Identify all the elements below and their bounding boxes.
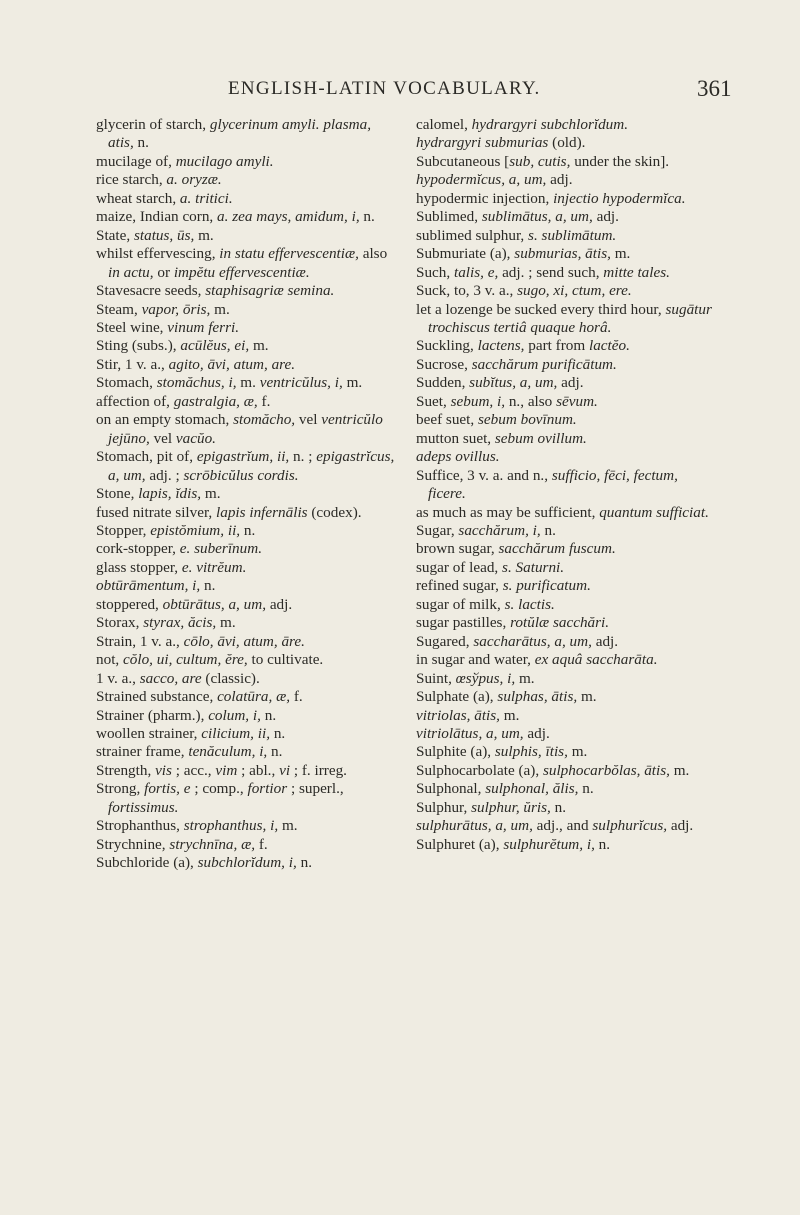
entry-text: adj.	[591, 632, 619, 650]
latin-term: vacŭo.	[175, 429, 216, 447]
latin-term: quantum sufficiat.	[599, 503, 709, 521]
dictionary-entry	[96, 374, 396, 392]
entry-text: to cultivate.	[247, 651, 324, 669]
entry-text: n.	[296, 854, 312, 872]
entry-text: adj.	[546, 171, 573, 189]
latin-term: hypodermĭcus, a, um,	[416, 171, 547, 189]
latin-term: lapis, ĭdis,	[138, 485, 202, 503]
dictionary-entry	[416, 762, 716, 780]
dictionary-entry	[416, 743, 716, 761]
dictionary-entry	[416, 264, 716, 282]
dictionary-entry	[416, 540, 716, 558]
latin-term: colatūra, æ,	[217, 688, 291, 706]
dictionary-entry	[96, 817, 396, 835]
entry-text: Subchloride (a),	[96, 854, 198, 872]
dictionary-entry	[96, 651, 396, 669]
latin-term: gastralgia, æ,	[173, 392, 258, 410]
entry-text: strainer frame,	[96, 743, 189, 761]
latin-term: sacchărum, i,	[458, 521, 541, 539]
entry-text: Stomach, pit of,	[96, 448, 197, 466]
running-head: ENGLISH-LATIN VOCABULARY.	[228, 78, 541, 99]
entry-text: ; comp.,	[190, 780, 248, 798]
entry-text: affection of,	[96, 392, 174, 410]
entry-text: or	[153, 263, 174, 281]
dictionary-entry	[416, 374, 716, 392]
latin-term: scrōbicŭlus cordis.	[183, 466, 299, 484]
latin-term: sulphurātus, a, um,	[416, 817, 533, 835]
entry-text: Sulphuret (a),	[416, 835, 504, 853]
latin-term: sulphis, ītis,	[494, 743, 568, 761]
latin-term: vitriolātus, a, um,	[416, 724, 524, 742]
entry-text: Steel wine,	[96, 318, 168, 336]
latin-term: sulphurĕtum, i,	[503, 835, 595, 853]
entry-text: Sulphonal,	[416, 780, 486, 798]
dictionary-entry	[416, 356, 716, 374]
latin-term: hydrargyri subchlorĭdum.	[471, 116, 629, 133]
entry-text: adj.	[266, 595, 293, 613]
latin-term: lactĕo.	[588, 337, 630, 355]
entry-text: Sulphocarbolate (a),	[416, 761, 543, 779]
latin-term: sulphonal, ălis,	[485, 780, 579, 798]
entry-text: Sugared,	[416, 632, 474, 650]
dictionary-entry	[96, 559, 396, 577]
latin-term: sulphur, ŭris,	[471, 798, 551, 816]
entry-text: Strychnine,	[96, 835, 170, 853]
latin-term: adeps ovillus.	[416, 448, 500, 466]
entry-text: Storax,	[96, 614, 144, 632]
latin-term: a. oryzæ.	[166, 171, 222, 189]
entry-text: adj.	[523, 724, 550, 742]
latin-term: mucilago amyli.	[175, 152, 274, 170]
entry-text: m.	[669, 761, 690, 779]
entry-text: ; superl.,	[287, 780, 344, 798]
latin-term: vapor, ōris,	[141, 300, 211, 318]
entry-text: n.	[578, 780, 594, 798]
latin-term: epigastrĭum, ii,	[196, 448, 290, 466]
entry-text: whilst effervescing,	[96, 245, 220, 263]
dictionary-entry	[416, 134, 716, 152]
latin-term: lactens,	[477, 337, 525, 355]
latin-term: ex aquâ saccharāta.	[534, 651, 658, 669]
entry-text: glass stopper,	[96, 558, 182, 576]
latin-term: vitriolas, ātis,	[416, 706, 500, 724]
dictionary-entry	[416, 337, 716, 355]
dictionary-entry	[96, 780, 396, 817]
dictionary-entry	[96, 725, 396, 743]
entry-text: m.	[236, 374, 260, 392]
entry-text: refined sugar,	[416, 577, 503, 595]
entry-text: adj.	[557, 374, 584, 392]
latin-term: obtūrātus, a, um,	[162, 595, 267, 613]
entry-text: wheat starch,	[96, 189, 180, 207]
latin-term: sugātur trochiscus tertiâ quaque horâ.	[428, 300, 712, 336]
latin-term: submurias, ātis,	[514, 245, 611, 263]
dictionary-entry	[96, 633, 396, 651]
left-column	[96, 116, 396, 873]
entry-text: Strong,	[96, 780, 145, 798]
dictionary-entry	[96, 522, 396, 540]
dictionary-entry	[96, 448, 396, 485]
entry-text: in sugar and water,	[416, 651, 535, 669]
entry-text: n.	[260, 706, 277, 724]
right-column	[416, 116, 716, 873]
latin-term: vinum ferri.	[167, 318, 239, 336]
entry-text: Stir, 1 v. a.,	[96, 355, 169, 373]
entry-text: mutton suet,	[416, 429, 495, 447]
entry-text: Strain, 1 v. a.,	[96, 632, 184, 650]
entry-text: Steam,	[96, 300, 142, 318]
dictionary-entry	[416, 596, 716, 614]
entry-text: on an empty stomach,	[96, 411, 234, 429]
entry-text: part from	[524, 337, 589, 355]
dictionary-entry	[96, 836, 396, 854]
entry-text: (codex).	[307, 503, 362, 521]
latin-term: injectio hypodermĭca.	[553, 189, 686, 207]
latin-term: ventricŭlo jejūno,	[108, 411, 383, 447]
dictionary-entry	[96, 190, 396, 208]
entry-text: m.	[201, 485, 221, 503]
dictionary-entry	[96, 707, 396, 725]
latin-term: cŏlo, ui, cultum, ĕre,	[123, 651, 248, 669]
dictionary-entry	[96, 319, 396, 337]
dictionary-entry	[416, 614, 716, 632]
entry-text: 1 v. a.,	[96, 669, 140, 687]
latin-term: hydrargyri submurias	[416, 134, 549, 152]
dictionary-entry	[416, 282, 716, 300]
entry-text: beef suet,	[416, 411, 478, 429]
latin-term: agito, āvi, atum, are.	[168, 355, 296, 373]
entry-text: Sulphur,	[416, 798, 472, 816]
dictionary-entry	[416, 633, 716, 651]
latin-term: tenăculum, i,	[188, 743, 268, 761]
dictionary-entry	[96, 227, 396, 245]
latin-term: sub, cutis,	[509, 152, 571, 170]
latin-term: epistŏmium, ii,	[150, 521, 241, 539]
entry-text: glycerin of starch,	[96, 116, 210, 133]
latin-term: sufficio, fēci, fectum, ficere.	[428, 466, 678, 503]
entry-text: sugar of lead,	[416, 558, 503, 576]
dictionary-entry	[416, 227, 716, 245]
latin-term: subĭtus, a, um,	[469, 374, 558, 392]
latin-term: acūlĕus, ei,	[180, 337, 250, 355]
latin-term: talis, e,	[453, 263, 499, 281]
latin-term: mitte tales.	[603, 263, 670, 281]
entry-text: under the skin].	[570, 152, 670, 170]
entry-text: adj. ; send such,	[498, 263, 604, 281]
entry-text: f.	[255, 835, 268, 853]
dictionary-entry	[416, 670, 716, 688]
latin-term: a. tritici.	[179, 189, 233, 207]
dictionary-columns	[96, 116, 716, 873]
dictionary-entry	[416, 707, 716, 725]
entry-text: Stomach,	[96, 374, 157, 392]
latin-term: stomăchus, i,	[156, 374, 237, 392]
entry-text: f.	[257, 392, 271, 410]
dictionary-entry	[416, 559, 716, 577]
entry-text: ; f. irreg.	[290, 761, 347, 779]
latin-term: sacchărum purificātum.	[471, 355, 617, 373]
dictionary-entry	[96, 540, 396, 558]
dictionary-entry	[416, 411, 716, 429]
entry-text: m.	[216, 614, 236, 632]
dictionary-entry	[416, 208, 716, 226]
entry-text: hypodermic injection,	[416, 189, 554, 207]
entry-text: adj., and	[532, 817, 593, 835]
entry-text: ; acc.,	[171, 761, 216, 779]
dictionary-entry	[416, 725, 716, 743]
entry-text: adj. ;	[145, 466, 184, 484]
dictionary-entry	[416, 522, 716, 540]
entry-text: Suet,	[416, 392, 451, 410]
latin-term: e. vitrĕum.	[181, 558, 247, 576]
dictionary-entry	[416, 467, 716, 504]
dictionary-entry	[96, 411, 396, 448]
dictionary-entry	[96, 337, 396, 355]
latin-term: in statu effervescentiæ,	[219, 245, 359, 263]
entry-text: (classic).	[201, 669, 260, 687]
dictionary-entry	[96, 245, 396, 282]
latin-term: a. zea mays, amidum, i,	[217, 208, 360, 226]
dictionary-entry	[96, 153, 396, 171]
latin-term: sebum, i,	[450, 392, 506, 410]
page-number: 361	[697, 76, 732, 101]
entry-text: m.	[210, 300, 230, 318]
dictionary-entry	[416, 448, 716, 466]
entry-text: fused nitrate silver,	[96, 503, 217, 521]
dictionary-entry	[96, 282, 396, 300]
dictionary-entry	[96, 485, 396, 503]
dictionary-entry	[96, 670, 396, 688]
dictionary-entry	[416, 171, 716, 189]
entry-text: Suint,	[416, 669, 456, 687]
dictionary-entry	[416, 651, 716, 669]
latin-term: sacco, are	[139, 669, 202, 687]
dictionary-entry	[96, 116, 396, 153]
latin-term: strychnīna, æ,	[169, 835, 256, 853]
entry-text: rice starch,	[96, 171, 167, 189]
entry-text: m.	[610, 245, 631, 263]
entry-text: not,	[96, 651, 124, 669]
latin-term: obtūrāmentum, i,	[96, 577, 201, 595]
latin-term: stomăcho,	[233, 411, 296, 429]
entry-text: m.	[278, 817, 298, 835]
latin-term: cilicium, ii,	[201, 724, 271, 742]
entry-text: sugar pastilles,	[416, 614, 511, 632]
entry-text: Sulphate (a),	[416, 688, 498, 706]
entry-text: Sting (subs.),	[96, 337, 181, 355]
latin-term: status, ūs,	[133, 226, 195, 244]
dictionary-entry	[96, 743, 396, 761]
latin-term: s. purificatum.	[502, 577, 591, 595]
entry-text: n., also	[505, 392, 557, 410]
latin-term: glycerinum amyli. plasma, atis,	[108, 116, 372, 152]
entry-text: Strength,	[96, 761, 156, 779]
dictionary-entry	[96, 688, 396, 706]
entry-text: calomel,	[416, 116, 472, 133]
dictionary-entry	[416, 116, 716, 134]
dictionary-entry	[96, 356, 396, 374]
entry-text: n. ;	[289, 448, 317, 466]
entry-text: woollen strainer,	[96, 724, 202, 742]
latin-term: fortior	[247, 780, 288, 798]
latin-term: styrax, ăcis,	[143, 614, 217, 632]
dictionary-entry	[96, 504, 396, 522]
entry-text: adj.	[667, 817, 694, 835]
dictionary-entry	[416, 688, 716, 706]
latin-term: œsўpus, i,	[455, 669, 516, 687]
entry-text: Strophanthus,	[96, 817, 184, 835]
entry-text: Suffice, 3 v. a. and n.,	[416, 466, 552, 484]
latin-term: staphisagriæ semina.	[205, 282, 335, 300]
entry-text: m.	[577, 688, 597, 706]
latin-term: s. Saturni.	[502, 558, 565, 576]
latin-term: sulphocarbŏlas, ātis,	[542, 761, 670, 779]
entry-text: Strained substance,	[96, 688, 218, 706]
entry-text: n.	[540, 521, 556, 539]
dictionary-entry	[416, 153, 716, 171]
latin-term: s. lactis.	[504, 595, 555, 613]
latin-term: vi	[279, 761, 291, 779]
dictionary-entry	[416, 817, 716, 835]
dictionary-entry	[96, 614, 396, 632]
entry-text: n.	[270, 724, 286, 742]
latin-term: ventricŭlus, i,	[259, 374, 343, 392]
latin-term: epigastrĭcus, a, um,	[108, 448, 395, 484]
entry-text: mucilage of,	[96, 152, 176, 170]
latin-term: colum, i,	[208, 706, 261, 724]
entry-text: Sucrose,	[416, 355, 472, 373]
entry-text: stoppered,	[96, 595, 163, 613]
latin-term: sublimātus, a, um,	[481, 208, 593, 226]
entry-text: m.	[249, 337, 269, 355]
entry-text: f.	[290, 688, 303, 706]
entry-text: n.	[133, 134, 149, 152]
dictionary-entry	[416, 245, 716, 263]
latin-term: sebum ovillum.	[494, 429, 587, 447]
entry-text: m.	[515, 669, 535, 687]
latin-term: lapis infernālis	[216, 503, 308, 521]
entry-text: Suck, to, 3 v. a.,	[416, 282, 518, 300]
entry-text: Sublimed,	[416, 208, 482, 226]
entry-text: Subcutaneous [	[416, 152, 510, 170]
entry-text: Stopper,	[96, 521, 151, 539]
dictionary-entry	[416, 190, 716, 208]
dictionary-entry	[416, 836, 716, 854]
entry-text: Sugar,	[416, 521, 459, 539]
entry-text: Suckling,	[416, 337, 478, 355]
entry-text: also	[358, 245, 388, 263]
latin-term: cōlo, āvi, atum, āre.	[183, 632, 305, 650]
dictionary-entry	[96, 171, 396, 189]
entry-text: State,	[96, 226, 134, 244]
latin-term: vim	[215, 761, 238, 779]
entry-text: Such,	[416, 263, 454, 281]
entry-text: Stone,	[96, 485, 139, 503]
dictionary-entry	[416, 504, 716, 522]
latin-term: saccharātus, a, um,	[473, 632, 592, 650]
latin-term: strophanthus, i,	[183, 817, 279, 835]
entry-text: adj.	[592, 208, 619, 226]
dictionary-entry	[416, 780, 716, 798]
entry-text: vel	[295, 411, 322, 429]
latin-term: rotŭlæ sacchări.	[510, 614, 610, 632]
entry-text: Submuriate (a),	[416, 245, 515, 263]
dictionary-entry	[96, 577, 396, 595]
entry-text: Sulphite (a),	[416, 743, 495, 761]
latin-term: s. sublimātum.	[528, 226, 617, 244]
entry-text: sugar of milk,	[416, 595, 505, 613]
dictionary-entry	[96, 762, 396, 780]
latin-term: sebum bovīnum.	[478, 411, 577, 429]
entry-text: Strainer (pharm.),	[96, 706, 209, 724]
latin-term: sacchărum fuscum.	[498, 540, 616, 558]
entry-text: n.	[267, 743, 283, 761]
latin-term: sulphurĭcus,	[592, 817, 668, 835]
latin-term: vis	[155, 761, 172, 779]
entry-text: cork-stopper,	[96, 540, 180, 558]
dictionary-entry	[416, 799, 716, 817]
entry-text: n.	[240, 521, 256, 539]
latin-term: impĕtu effervescentiæ.	[173, 263, 310, 281]
dictionary-entry	[96, 854, 396, 872]
entry-text: Stavesacre seeds,	[96, 282, 206, 300]
latin-term: fortissimus.	[108, 798, 179, 816]
entry-text: let a lozenge be sucked every third hour,	[416, 300, 666, 318]
entry-text: maize, Indian corn,	[96, 208, 218, 226]
latin-term: sugo, xi, ctum, ere.	[517, 282, 632, 300]
latin-term: e. suberīnum.	[179, 540, 263, 558]
latin-term: fortis, e	[144, 780, 191, 798]
latin-term: sēvum.	[556, 392, 598, 410]
entry-text: sublimed sulphur,	[416, 226, 529, 244]
latin-term: subchlorĭdum, i,	[197, 854, 297, 872]
entry-text: as much as may be sufficient,	[416, 503, 600, 521]
dictionary-entry	[416, 430, 716, 448]
dictionary-entry	[96, 301, 396, 319]
dictionary-entry	[416, 577, 716, 595]
latin-term: sulphas, ātis,	[497, 688, 578, 706]
entry-text: m.	[342, 374, 363, 392]
dictionary-entry	[416, 393, 716, 411]
entry-text: ; abl.,	[237, 761, 280, 779]
entry-text: m.	[567, 743, 588, 761]
dictionary-entry	[96, 393, 396, 411]
entry-text: Sudden,	[416, 374, 470, 392]
entry-text: brown sugar,	[416, 540, 499, 558]
entry-text: vel	[149, 429, 176, 447]
dictionary-entry	[96, 208, 396, 226]
entry-text: m.	[194, 226, 214, 244]
entry-text: n.	[200, 577, 216, 595]
dictionary-entry	[96, 596, 396, 614]
latin-term: in actu,	[108, 263, 154, 281]
entry-text: (old).	[548, 134, 586, 152]
entry-text: n.	[359, 208, 375, 226]
entry-text: n.	[594, 835, 611, 853]
entry-text: m.	[499, 706, 520, 724]
dictionary-entry	[416, 301, 716, 338]
entry-text: n.	[550, 798, 567, 816]
